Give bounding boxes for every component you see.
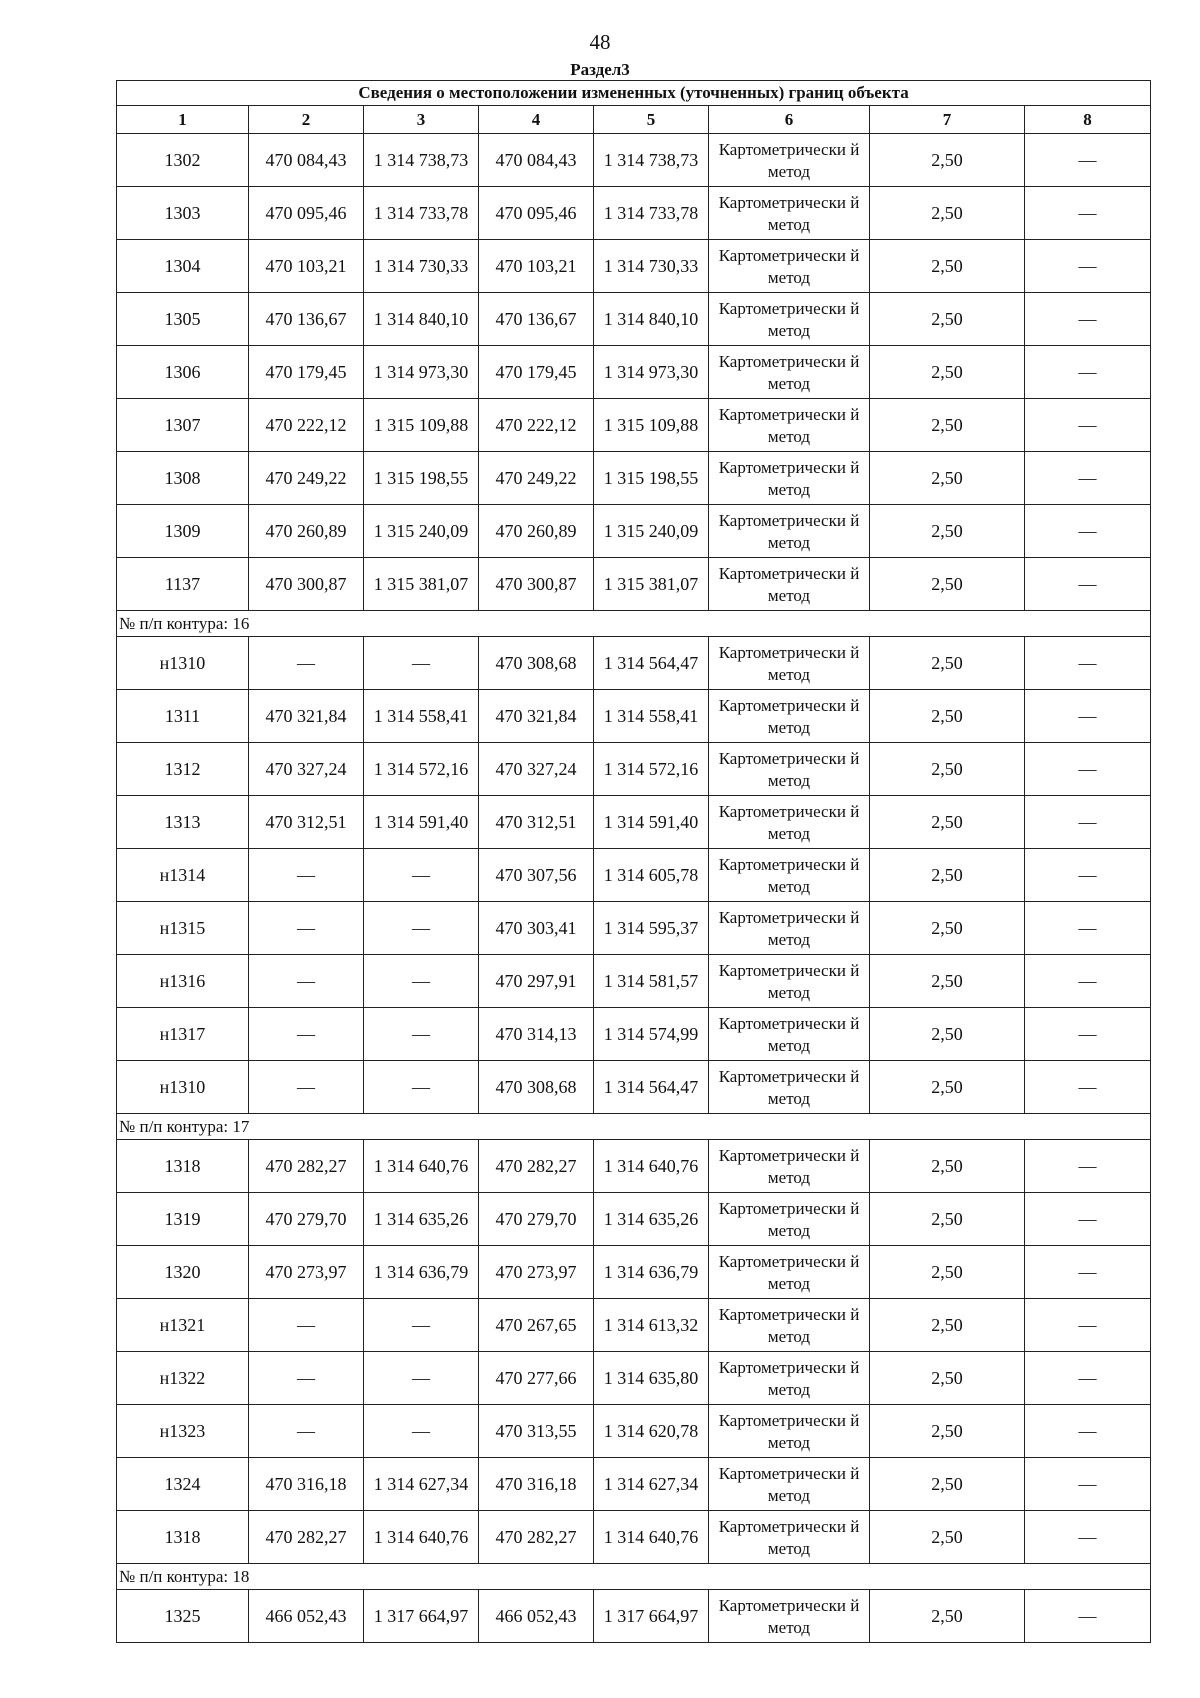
table-cell-col-1: н1317 (117, 1008, 249, 1061)
table-cell-col-5: 1 314 636,79 (594, 1246, 709, 1299)
table-cell-col-7: 2,50 (870, 1458, 1025, 1511)
table-cell-col-2: — (249, 637, 364, 690)
table-cell-col-7: 2,50 (870, 558, 1025, 611)
table-cell-col-4: 470 260,89 (479, 505, 594, 558)
table-cell-col-5: 1 314 730,33 (594, 240, 709, 293)
table-cell-col-5: 1 314 613,32 (594, 1299, 709, 1352)
table-cell-col-4: 470 282,27 (479, 1511, 594, 1564)
table-cell-col-4: 470 277,66 (479, 1352, 594, 1405)
table-cell-col-1: н1310 (117, 637, 249, 690)
table-cell-col-1: н1314 (117, 849, 249, 902)
table-cell-col-7: 2,50 (870, 134, 1025, 187)
table-row (117, 902, 1151, 955)
table-cell-col-3: — (364, 637, 479, 690)
table-cell-col-4: 470 136,67 (479, 293, 594, 346)
table-row (117, 346, 1151, 399)
table-cell-col-7: 2,50 (870, 902, 1025, 955)
table-cell-col-4: 470 312,51 (479, 796, 594, 849)
table-cell-col-6: Картометрически й метод (709, 1405, 870, 1458)
table-cell-col-8: — (1025, 1458, 1151, 1511)
table-cell-col-2: 470 249,22 (249, 452, 364, 505)
table-cell-col-1: 1311 (117, 690, 249, 743)
table-cell-col-2: 470 282,27 (249, 1140, 364, 1193)
table-cell-col-3: 1 314 840,10 (364, 293, 479, 346)
table-cell-col-3: 1 314 635,26 (364, 1193, 479, 1246)
table-cell-col-1: 1306 (117, 346, 249, 399)
table-cell-col-6: Картометрически й метод (709, 346, 870, 399)
table-cell-col-1: 1304 (117, 240, 249, 293)
table-caption: Сведения о местоположении измененных (уточненных) границ объекта (117, 81, 1151, 106)
table-cell-col-7: 2,50 (870, 796, 1025, 849)
table-cell-col-1: н1315 (117, 902, 249, 955)
table-cell-col-6: Картометрически й метод (709, 505, 870, 558)
table-row (117, 134, 1151, 187)
table-cell-col-8: — (1025, 1405, 1151, 1458)
table-cell-col-8: — (1025, 743, 1151, 796)
table-cell-col-1: н1310 (117, 1061, 249, 1114)
table-row (117, 690, 1151, 743)
table-cell-col-8: — (1025, 187, 1151, 240)
table-cell-col-6: Картометрически й метод (709, 399, 870, 452)
table-cell-col-4: 470 314,13 (479, 1008, 594, 1061)
table-row (117, 505, 1151, 558)
table-cell-col-2: 470 282,27 (249, 1511, 364, 1564)
table-cell-col-8: — (1025, 1008, 1151, 1061)
table-cell-col-2: 470 179,45 (249, 346, 364, 399)
table-cell-col-3: 1 314 738,73 (364, 134, 479, 187)
table-cell-col-6: Картометрически й метод (709, 293, 870, 346)
table-cell-col-2: 470 300,87 (249, 558, 364, 611)
table-cell-col-8: — (1025, 240, 1151, 293)
table-cell-col-7: 2,50 (870, 1246, 1025, 1299)
table-cell-col-1: 1320 (117, 1246, 249, 1299)
table-cell-col-2: 470 136,67 (249, 293, 364, 346)
table-cell-col-3: 1 314 627,34 (364, 1458, 479, 1511)
table-cell-col-4: 470 084,43 (479, 134, 594, 187)
column-number-8: 8 (1025, 106, 1151, 134)
table-cell-col-6: Картометрически й метод (709, 558, 870, 611)
table-cell-col-8: — (1025, 1061, 1151, 1114)
table-cell-col-7: 2,50 (870, 743, 1025, 796)
table-cell-col-2: 470 312,51 (249, 796, 364, 849)
table-cell-col-3: — (364, 1061, 479, 1114)
table-cell-col-6: Картометрически й метод (709, 134, 870, 187)
table-cell-col-5: 1 314 620,78 (594, 1405, 709, 1458)
table-cell-col-5: 1 314 605,78 (594, 849, 709, 902)
table-cell-col-8: — (1025, 1511, 1151, 1564)
table-cell-col-5: 1 315 240,09 (594, 505, 709, 558)
table-cell-col-3: 1 315 198,55 (364, 452, 479, 505)
table-cell-col-3: 1 314 572,16 (364, 743, 479, 796)
table-cell-col-7: 2,50 (870, 1511, 1025, 1564)
table-cell-col-2: 470 321,84 (249, 690, 364, 743)
table-row (117, 1061, 1151, 1114)
table-cell-col-2: — (249, 849, 364, 902)
table-cell-col-4: 470 303,41 (479, 902, 594, 955)
table-cell-col-6: Картометрически й метод (709, 796, 870, 849)
table-cell-col-4: 470 279,70 (479, 1193, 594, 1246)
table-cell-col-5: 1 314 640,76 (594, 1511, 709, 1564)
table-cell-col-4: 470 297,91 (479, 955, 594, 1008)
table-cell-col-3: 1 317 664,97 (364, 1590, 479, 1643)
table-cell-col-2: 470 316,18 (249, 1458, 364, 1511)
table-cell-col-7: 2,50 (870, 505, 1025, 558)
table-cell-col-8: — (1025, 690, 1151, 743)
table-cell-col-7: 2,50 (870, 1590, 1025, 1643)
table-cell-col-1: н1316 (117, 955, 249, 1008)
table-cell-col-6: Картометрически й метод (709, 637, 870, 690)
table-cell-col-8: — (1025, 346, 1151, 399)
section-title: Раздел3 (570, 60, 630, 79)
table-cell-col-2: — (249, 1352, 364, 1405)
table-cell-col-8: — (1025, 955, 1151, 1008)
table-cell-col-2: 470 084,43 (249, 134, 364, 187)
table-row (117, 1193, 1151, 1246)
table-cell-col-5: 1 314 564,47 (594, 637, 709, 690)
table-cell-col-6: Картометрически й метод (709, 187, 870, 240)
table-cell-col-3: — (364, 1405, 479, 1458)
table-cell-col-1: н1321 (117, 1299, 249, 1352)
table-cell-col-1: 1319 (117, 1193, 249, 1246)
table-row (117, 1008, 1151, 1061)
table-cell-col-3: 1 314 730,33 (364, 240, 479, 293)
table-cell-col-2: — (249, 1299, 364, 1352)
table-cell-col-5: 1 314 564,47 (594, 1061, 709, 1114)
table-row (117, 1458, 1151, 1511)
table-cell-col-4: 470 307,56 (479, 849, 594, 902)
table-cell-col-3: — (364, 1352, 479, 1405)
table-cell-col-3: — (364, 1299, 479, 1352)
table-row (117, 1352, 1151, 1405)
table-cell-col-3: 1 314 636,79 (364, 1246, 479, 1299)
table-cell-col-7: 2,50 (870, 452, 1025, 505)
table-cell-col-7: 2,50 (870, 1061, 1025, 1114)
table-cell-col-4: 470 308,68 (479, 637, 594, 690)
table-cell-col-4: 470 095,46 (479, 187, 594, 240)
table-cell-col-8: — (1025, 134, 1151, 187)
table-cell-col-5: 1 314 840,10 (594, 293, 709, 346)
table-cell-col-5: 1 314 635,80 (594, 1352, 709, 1405)
table-cell-col-8: — (1025, 637, 1151, 690)
table-cell-col-4: 470 316,18 (479, 1458, 594, 1511)
table-cell-col-4: 470 222,12 (479, 399, 594, 452)
table-cell-col-8: — (1025, 1590, 1151, 1643)
table-cell-col-7: 2,50 (870, 1140, 1025, 1193)
table-cell-col-5: 1 315 198,55 (594, 452, 709, 505)
table-cell-col-6: Картометрически й метод (709, 849, 870, 902)
table-cell-col-6: Картометрически й метод (709, 1590, 870, 1643)
table-cell-col-7: 2,50 (870, 1405, 1025, 1458)
contour-label: № п/п контура: 17 (117, 1114, 1151, 1140)
table-cell-col-7: 2,50 (870, 690, 1025, 743)
table-cell-col-1: 1305 (117, 293, 249, 346)
table-cell-col-7: 2,50 (870, 346, 1025, 399)
table-cell-col-3: 1 314 640,76 (364, 1140, 479, 1193)
table-cell-col-7: 2,50 (870, 399, 1025, 452)
table-row (117, 955, 1151, 1008)
table-cell-col-3: — (364, 955, 479, 1008)
contour-label: № п/п контура: 18 (117, 1564, 1151, 1590)
table-cell-col-6: Картометрически й метод (709, 1511, 870, 1564)
table-cell-col-1: 1318 (117, 1140, 249, 1193)
table-cell-col-4: 470 321,84 (479, 690, 594, 743)
table-cell-col-5: 1 314 635,26 (594, 1193, 709, 1246)
table-row (117, 399, 1151, 452)
table-cell-col-3: — (364, 902, 479, 955)
table-row (117, 637, 1151, 690)
table-cell-col-4: 466 052,43 (479, 1590, 594, 1643)
table-cell-col-4: 470 313,55 (479, 1405, 594, 1458)
table-row (117, 1299, 1151, 1352)
contour-header-row (117, 1564, 1151, 1590)
table-row (117, 1511, 1151, 1564)
table-cell-col-7: 2,50 (870, 1352, 1025, 1405)
table-cell-col-8: — (1025, 1352, 1151, 1405)
table-cell-col-6: Картометрически й метод (709, 1246, 870, 1299)
table-cell-col-5: 1 314 627,34 (594, 1458, 709, 1511)
column-number-5: 5 (594, 106, 709, 134)
table-cell-col-8: — (1025, 902, 1151, 955)
table-cell-col-3: 1 314 558,41 (364, 690, 479, 743)
table-cell-col-6: Картометрически й метод (709, 743, 870, 796)
table-cell-col-6: Картометрически й метод (709, 1193, 870, 1246)
table-cell-col-1: 1307 (117, 399, 249, 452)
table-cell-col-5: 1 314 733,78 (594, 187, 709, 240)
table-cell-col-2: — (249, 1061, 364, 1114)
column-number-6: 6 (709, 106, 870, 134)
table-cell-col-2: 470 095,46 (249, 187, 364, 240)
column-number-7: 7 (870, 106, 1025, 134)
table-cell-col-6: Картометрически й метод (709, 1008, 870, 1061)
table-cell-col-5: 1 314 595,37 (594, 902, 709, 955)
table-cell-col-8: — (1025, 1140, 1151, 1193)
table-cell-col-2: 470 279,70 (249, 1193, 364, 1246)
table-cell-col-6: Картометрически й метод (709, 902, 870, 955)
table-row (117, 452, 1151, 505)
table-row (117, 558, 1151, 611)
table-cell-col-2: 470 222,12 (249, 399, 364, 452)
contour-header-row (117, 1114, 1151, 1140)
table-cell-col-1: 1325 (117, 1590, 249, 1643)
table-cell-col-5: 1 314 558,41 (594, 690, 709, 743)
table-cell-col-4: 470 267,65 (479, 1299, 594, 1352)
table-cell-col-3: 1 315 109,88 (364, 399, 479, 452)
table-cell-col-3: — (364, 849, 479, 902)
page-number: 48 (589, 30, 611, 54)
table-cell-col-4: 470 103,21 (479, 240, 594, 293)
table-cell-col-2: 470 273,97 (249, 1246, 364, 1299)
table-cell-col-1: 1309 (117, 505, 249, 558)
table-cell-col-1: 1312 (117, 743, 249, 796)
table-cell-col-4: 470 327,24 (479, 743, 594, 796)
table-cell-col-1: н1322 (117, 1352, 249, 1405)
table-cell-col-2: — (249, 1405, 364, 1458)
table-cell-col-2: 470 103,21 (249, 240, 364, 293)
table-cell-col-5: 1 314 572,16 (594, 743, 709, 796)
table-cell-col-7: 2,50 (870, 849, 1025, 902)
table-cell-col-6: Картометрически й метод (709, 1299, 870, 1352)
table-row (117, 240, 1151, 293)
table-cell-col-2: — (249, 902, 364, 955)
table-cell-col-6: Картометрически й метод (709, 690, 870, 743)
table-row (117, 1405, 1151, 1458)
table-row (117, 743, 1151, 796)
column-number-2: 2 (249, 106, 364, 134)
table-cell-col-6: Картометрически й метод (709, 955, 870, 1008)
table-cell-col-6: Картометрически й метод (709, 1061, 870, 1114)
table-cell-col-8: — (1025, 1193, 1151, 1246)
table-cell-col-7: 2,50 (870, 240, 1025, 293)
table-cell-col-4: 470 179,45 (479, 346, 594, 399)
table-cell-col-3: 1 315 381,07 (364, 558, 479, 611)
table-row (117, 796, 1151, 849)
table-cell-col-4: 470 300,87 (479, 558, 594, 611)
table-cell-col-3: 1 314 973,30 (364, 346, 479, 399)
table-cell-col-8: — (1025, 796, 1151, 849)
table-row (117, 187, 1151, 240)
table-cell-col-5: 1 314 591,40 (594, 796, 709, 849)
table-cell-col-8: — (1025, 399, 1151, 452)
table-cell-col-7: 2,50 (870, 1008, 1025, 1061)
table-cell-col-2: 466 052,43 (249, 1590, 364, 1643)
table-cell-col-5: 1 314 581,57 (594, 955, 709, 1008)
contour-label: № п/п контура: 16 (117, 611, 1151, 637)
column-number-1: 1 (117, 106, 249, 134)
table-cell-col-1: 1303 (117, 187, 249, 240)
table-cell-col-7: 2,50 (870, 293, 1025, 346)
table-cell-col-8: — (1025, 1246, 1151, 1299)
table-cell-col-8: — (1025, 558, 1151, 611)
table-cell-col-5: 1 315 381,07 (594, 558, 709, 611)
table-cell-col-2: 470 327,24 (249, 743, 364, 796)
table-cell-col-4: 470 273,97 (479, 1246, 594, 1299)
table-cell-col-5: 1 314 574,99 (594, 1008, 709, 1061)
table-cell-col-3: 1 314 733,78 (364, 187, 479, 240)
table-cell-col-6: Картометрически й метод (709, 1458, 870, 1511)
column-number-3: 3 (364, 106, 479, 134)
table-cell-col-5: 1 314 640,76 (594, 1140, 709, 1193)
table-cell-col-6: Картометрически й метод (709, 1140, 870, 1193)
table-cell-col-4: 470 308,68 (479, 1061, 594, 1114)
table-cell-col-1: 1324 (117, 1458, 249, 1511)
table-row (117, 1590, 1151, 1643)
table-cell-col-1: н1323 (117, 1405, 249, 1458)
table-cell-col-4: 470 282,27 (479, 1140, 594, 1193)
table-cell-col-1: 1313 (117, 796, 249, 849)
table-cell-col-2: 470 260,89 (249, 505, 364, 558)
boundary-coordinates-table (116, 80, 1151, 1643)
table-cell-col-8: — (1025, 505, 1151, 558)
table-cell-col-7: 2,50 (870, 1299, 1025, 1352)
column-number-4: 4 (479, 106, 594, 134)
table-cell-col-7: 2,50 (870, 1193, 1025, 1246)
table-cell-col-8: — (1025, 1299, 1151, 1352)
table-cell-col-2: — (249, 1008, 364, 1061)
table-cell-col-4: 470 249,22 (479, 452, 594, 505)
table-cell-col-3: — (364, 1008, 479, 1061)
table-cell-col-1: 1318 (117, 1511, 249, 1564)
table-cell-col-7: 2,50 (870, 955, 1025, 1008)
table-cell-col-1: 1302 (117, 134, 249, 187)
contour-header-row (117, 611, 1151, 637)
table-cell-col-3: 1 314 640,76 (364, 1511, 479, 1564)
table-cell-col-7: 2,50 (870, 637, 1025, 690)
table-cell-col-6: Картометрически й метод (709, 452, 870, 505)
table-cell-col-6: Картометрически й метод (709, 1352, 870, 1405)
table-row (117, 1246, 1151, 1299)
table-row (117, 293, 1151, 346)
table-cell-col-5: 1 314 973,30 (594, 346, 709, 399)
table-cell-col-3: 1 315 240,09 (364, 505, 479, 558)
table-cell-col-1: 1137 (117, 558, 249, 611)
table-cell-col-8: — (1025, 452, 1151, 505)
table-cell-col-3: 1 314 591,40 (364, 796, 479, 849)
table-cell-col-8: — (1025, 293, 1151, 346)
table-cell-col-8: — (1025, 849, 1151, 902)
table-cell-col-5: 1 314 738,73 (594, 134, 709, 187)
table-cell-col-6: Картометрически й метод (709, 240, 870, 293)
table-row (117, 849, 1151, 902)
table-cell-col-7: 2,50 (870, 187, 1025, 240)
table-cell-col-5: 1 317 664,97 (594, 1590, 709, 1643)
table-cell-col-2: — (249, 955, 364, 1008)
table-cell-col-1: 1308 (117, 452, 249, 505)
table-row (117, 1140, 1151, 1193)
table-cell-col-5: 1 315 109,88 (594, 399, 709, 452)
